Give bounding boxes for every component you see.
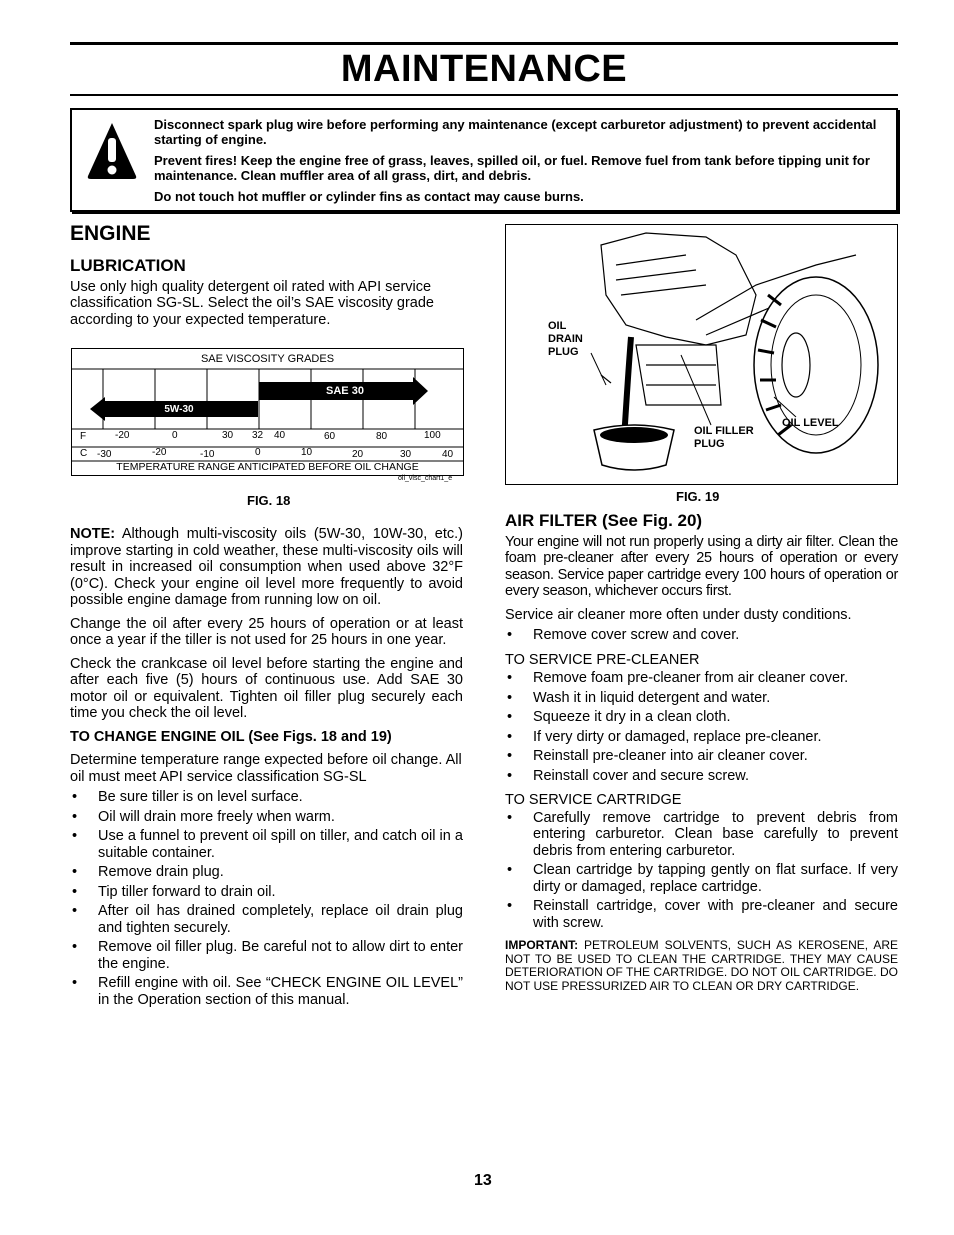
list-item: • Refill engine with oil. See “CHECK ENGINE OIL LEVEL” in the Operation section of this manual. [70,975,463,1008]
c-tick: 30 [400,449,412,460]
lubrication-heading: LUBRICATION [70,256,186,275]
list-item: • Remove cover screw and cover. [505,627,898,644]
chart-title: SAE VISCOSITY GRADES [200,353,335,365]
important-text: PETROLEUM SOLVENTS, SUCH AS KEROSENE, ARE NOT TO BE USED TO CLEAN THE CARTRIDGE. THEY MAY CAUSE DETERIORATION OF THE CARTRIDGE. DO NOT OIL CARTRIDGE. DO NOT USE PRESSURIZED AIR TO CLEAN OR DRY CARTRIDGE. [505,938,898,993]
callout-line: DRAIN [548,333,583,345]
warning-line: Disconnect spark plug wire before performing any maintenance (except carburetor adjustment) to prevent accidental starting of engine. [154,117,877,147]
list-item: • Clean cartridge by tapping gently on flat surface. If very dirty or damaged, replace cartridge. [505,862,898,895]
top-rule [70,42,898,45]
oil-level-label: OIL LEVEL [782,417,839,429]
f-tick: 100 [424,430,441,441]
change-oil-intro: Determine temperature range expected before oil change. All oil must meet API service classification SG-SL [70,752,462,785]
f-tick: 0 [172,430,178,441]
note-label: NOTE: [70,526,116,542]
list-item: • Reinstall cartridge, cover with pre-cleaner and secure with screw. [505,898,898,931]
warning-line: Prevent fires! Keep the engine free of grass, leaves, spilled oil, or fuel. Remove fuel from tank before tipping unit for maintenance. Clean muffler area of all grass, dirt, and debris. [154,153,870,183]
engine-heading: ENGINE [70,222,151,245]
chart-code: oil_visc_chart1_e [398,475,453,482]
note-text: Although multi-viscosity oils (5W-30, 10W-30, etc.) improve starting in cold weather, these multi-viscosity oils will result in increased oil consumption when used above 32°F (0°C). Check your engine oil level more frequently to avoid possible engine damage from running low on oil. [70,526,463,608]
fig19-label: FIG. 19 [676,489,720,504]
f-tick: 32 [252,430,264,441]
air-filter-section [505,513,898,1000]
title-rule [70,94,898,96]
page-number: 13 [474,1172,492,1189]
c-tick: -10 [200,449,215,460]
cover-steps [505,627,898,644]
warning-line: Do not touch hot muffler or cylinder fins as contact may cause burns. [154,189,584,204]
note-paragraph [70,526,463,609]
celsius-label: C [80,448,88,459]
list-item: • Tip tiller forward to drain oil. [70,884,463,901]
dusty-conditions: Service air cleaner more often under dusty conditions. [505,606,852,623]
important-label: IMPORTANT: [505,938,579,952]
c-tick: 0 [255,447,261,458]
callout-line: OIL FILLER [694,425,754,437]
list-item: • Remove oil filler plug. Be careful not to allow dirt to enter the engine. [70,939,463,972]
c-tick: 40 [442,449,454,460]
oil-filler-plug-label [694,425,754,451]
page-title: MAINTENANCE [340,48,628,90]
check-oil-paragraph: Check the crankcase oil level before starting the engine and after each five (5) hours of continuous use. Add SAE 30 motor oil or equivalent. Tighten oil filler plug securely each time you check the oil level. [70,655,463,721]
callout-line: PLUG [548,346,579,358]
c-tick: -20 [152,447,167,458]
cartridge-steps [505,810,898,932]
fig19-illustration [505,224,898,485]
lubrication-section [70,258,463,335]
list-item: • Remove drain plug. [70,864,463,881]
precleaner-steps [505,670,898,784]
list-item: • Wash it in liquid detergent and water. [505,690,898,707]
callout-line: PLUG [694,438,725,450]
list-item: • Remove foam pre-cleaner from air cleaner cover. [505,670,898,687]
sae30-label: SAE 30 [326,385,364,397]
air-filter-heading: AIR FILTER (See Fig. 20) [505,511,703,530]
change-interval-paragraph: Change the oil after every 25 hours of operation or at least once a year if the tiller is not used for 25 hours in one year. [70,615,463,648]
c-tick: 10 [301,447,313,458]
change-oil-steps [70,789,463,1008]
list-item: • Reinstall cover and secure screw. [505,768,898,785]
fahrenheit-label: F [80,431,87,442]
list-item: • After oil has drained completely, replace oil drain plug and tighten securely. [70,903,463,936]
cartridge-heading: TO SERVICE CARTRIDGE [505,792,682,808]
list-item: • Reinstall pre-cleaner into air cleaner cover. [505,748,898,765]
f-tick: 30 [222,430,234,441]
precleaner-heading: TO SERVICE PRE-CLEANER [505,651,700,668]
sae-viscosity-chart [71,348,464,476]
f-tick: 80 [376,431,388,442]
warning-triangle-icon [86,120,138,182]
f-tick: 60 [324,431,336,442]
oil-drain-plug-label [548,320,583,359]
oil-change-section [70,526,463,1014]
list-item: • Oil will drain more freely when warm. [70,809,463,826]
important-notice [505,939,898,993]
warning-text [154,117,884,210]
callout-line: OIL [548,320,567,332]
air-filter-intro: Your engine will not run properly using a dirty air filter. Clean the foam pre-cleaner after every 25 hours of operation or every season. Service paper cartridge every 100 hours of operation or every season, whichever occurs first. [505,533,898,599]
lubrication-intro: Use only high quality detergent oil rated with API service classification SG-SL. Select the oil’s SAE viscosity grade according to your expected temperature. [70,278,435,328]
change-oil-heading: TO CHANGE ENGINE OIL (See Figs. 18 and 19) [70,728,392,745]
c-tick: 20 [352,449,364,460]
list-item: • Carefully remove cartridge to prevent debris from entering carburetor. Clean base carefully to prevent debris from entering carburetor. [505,810,898,860]
f-tick: 40 [274,430,286,441]
list-item: • If very dirty or damaged, replace pre-cleaner. [505,729,898,746]
chart-footer: TEMPERATURE RANGE ANTICIPATED BEFORE OIL CHANGE [116,461,419,473]
5w30-label: 5W-30 [164,404,194,415]
f-tick: -20 [115,430,130,441]
list-item: • Squeeze it dry in a clean cloth. [505,709,898,726]
list-item: • Be sure tiller is on level surface. [70,789,463,806]
list-item: • Use a funnel to prevent oil spill on tiller, and catch oil in a suitable container. [70,828,463,861]
fig18-label: FIG. 18 [247,493,291,508]
safety-warning-box [70,108,898,212]
c-tick: -30 [97,449,112,460]
